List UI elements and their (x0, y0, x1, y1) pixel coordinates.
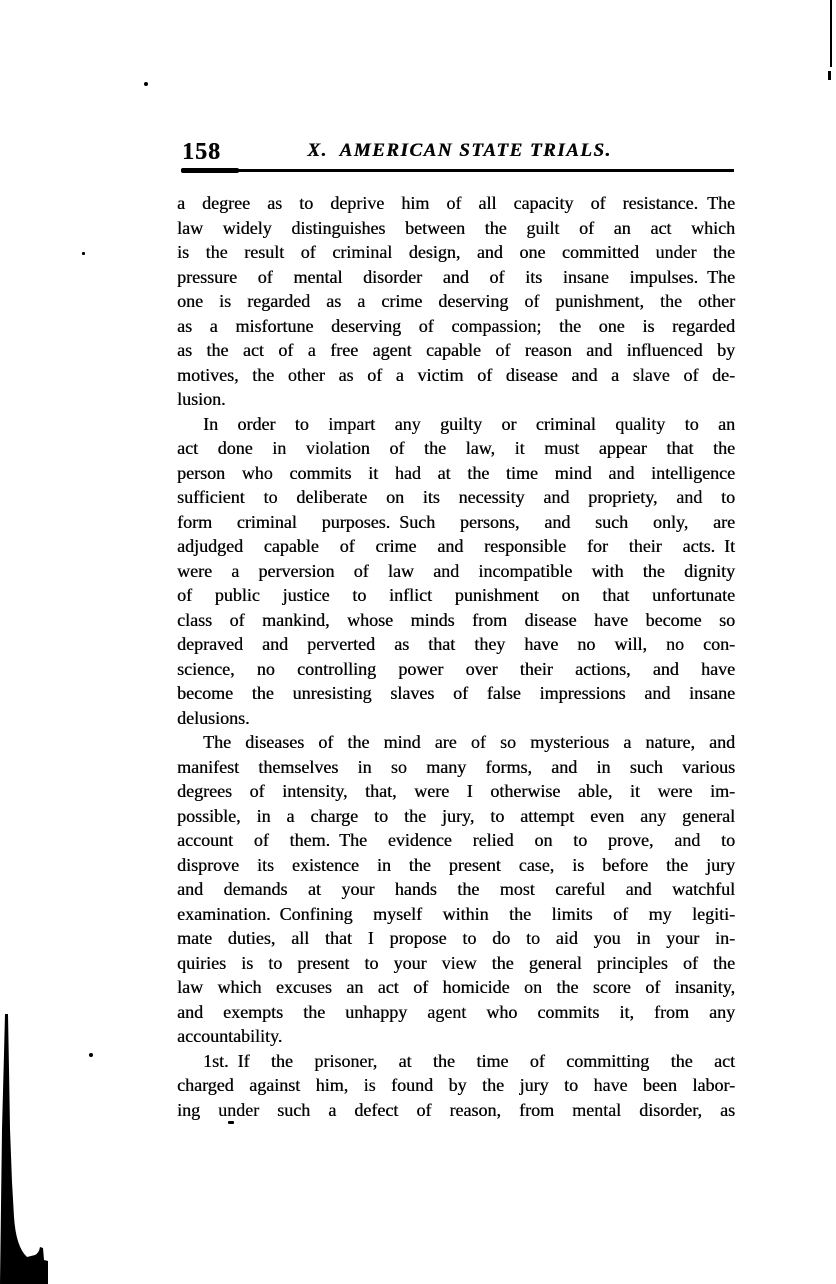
text-line: science, no controlling power over their actions, and have (177, 658, 735, 679)
text-line: as a misfortune deserving of compassion; the one is regarded (177, 315, 735, 336)
text-line: and exempts the unhappy agent who commits it, from any (177, 1001, 735, 1022)
text-line: examination. Confining myself within the limits of my legiti- (177, 903, 735, 924)
text-line: mate duties, all that I propose to do to aid you in your in- (177, 928, 735, 948)
text-line: pressure of mental disorder and of its insane impulses. The (177, 266, 735, 287)
header-rule-ink-blot (181, 168, 239, 173)
text-line: quiries is to present to your view the general principles of the (177, 952, 735, 973)
text-line: account of them. The evidence relied on to prove, and to (177, 830, 735, 850)
text-line: a degree as to deprive him of all capacity of resistance. The (177, 193, 735, 213)
text-line: disprove its existence in the present case, is before the jury (177, 854, 735, 875)
paragraph (177, 1049, 735, 1123)
text-line: accountability. (177, 1026, 283, 1046)
text-line: ing under such a defect of reason, from mental disorder, as (177, 1099, 735, 1120)
text-line: lusion. (177, 389, 226, 409)
text-line: is the result of criminal design, and one committed under the (177, 242, 735, 262)
text-line: delusions. (177, 707, 250, 728)
scan-speck (228, 1121, 234, 1124)
page-body (177, 191, 735, 1122)
text-line: class of mankind, whose minds from disease have become so (177, 609, 735, 630)
text-line: one is regarded as a crime deserving of punishment, the other (177, 291, 735, 311)
text-line: motives, the other as of a victim of disease and a slave of de- (177, 364, 735, 385)
text-line: act done in violation of the law, it must appear that the (177, 438, 735, 458)
text-line: possible, in a charge to the jury, to attempt even any general (177, 805, 735, 826)
text-line: person who commits it had at the time mind and intelligence (177, 462, 735, 483)
scan-artifact-right-edge-line (830, 0, 832, 67)
scan-speck (144, 82, 148, 86)
text-line: charged against him, is found by the jury to have been labor- (177, 1075, 735, 1095)
scan-artifact-corner-ink-blob (0, 1014, 60, 1284)
paragraph (177, 412, 735, 731)
paragraph (177, 191, 735, 412)
paragraph (177, 730, 735, 1049)
page-number: 158 (182, 139, 221, 165)
scan-artifact-right-edge-dash (828, 71, 831, 80)
text-line: form criminal purposes. Such persons, and such only, are (177, 511, 735, 532)
text-line: adjudged capable of crime and responsible for their acts. It (177, 536, 735, 556)
text-line: The diseases of the mind are of so mysterious a nature, and (203, 732, 735, 752)
text-line: as the act of a free agent capable of reason and influenced by (177, 340, 735, 360)
text-line: were a perversion of law and incompatible with the dignity (177, 560, 735, 581)
text-line: become the unresisting slaves of false impressions and insane (177, 683, 735, 703)
scan-speck (82, 252, 85, 255)
text-line: 1st. If the prisoner, at the time of committing the act (203, 1050, 735, 1071)
text-line: and demands at your hands the most careful and watchful (177, 879, 735, 899)
text-line: sufficient to deliberate on its necessity and propriety, and to (177, 487, 735, 507)
text-line: depraved and perverted as that they have no will, no con- (177, 634, 735, 654)
text-line: law which excuses an act of homicide on the score of insanity, (177, 977, 735, 997)
header-rule (181, 169, 734, 172)
running-header: X. AMERICAN STATE TRIALS. (307, 140, 612, 161)
text-line: law widely distinguishes between the guilt of an act which (177, 217, 735, 238)
text-line: In order to impart any guilty or criminal quality to an (203, 413, 735, 434)
text-line: degrees of intensity, that, were I otherwise able, it were im- (177, 781, 735, 801)
text-line: manifest themselves in so many forms, and in such various (177, 756, 735, 777)
text-line: of public justice to inflict punishment on that unfortunate (177, 585, 735, 605)
scan-speck (89, 1053, 93, 1057)
